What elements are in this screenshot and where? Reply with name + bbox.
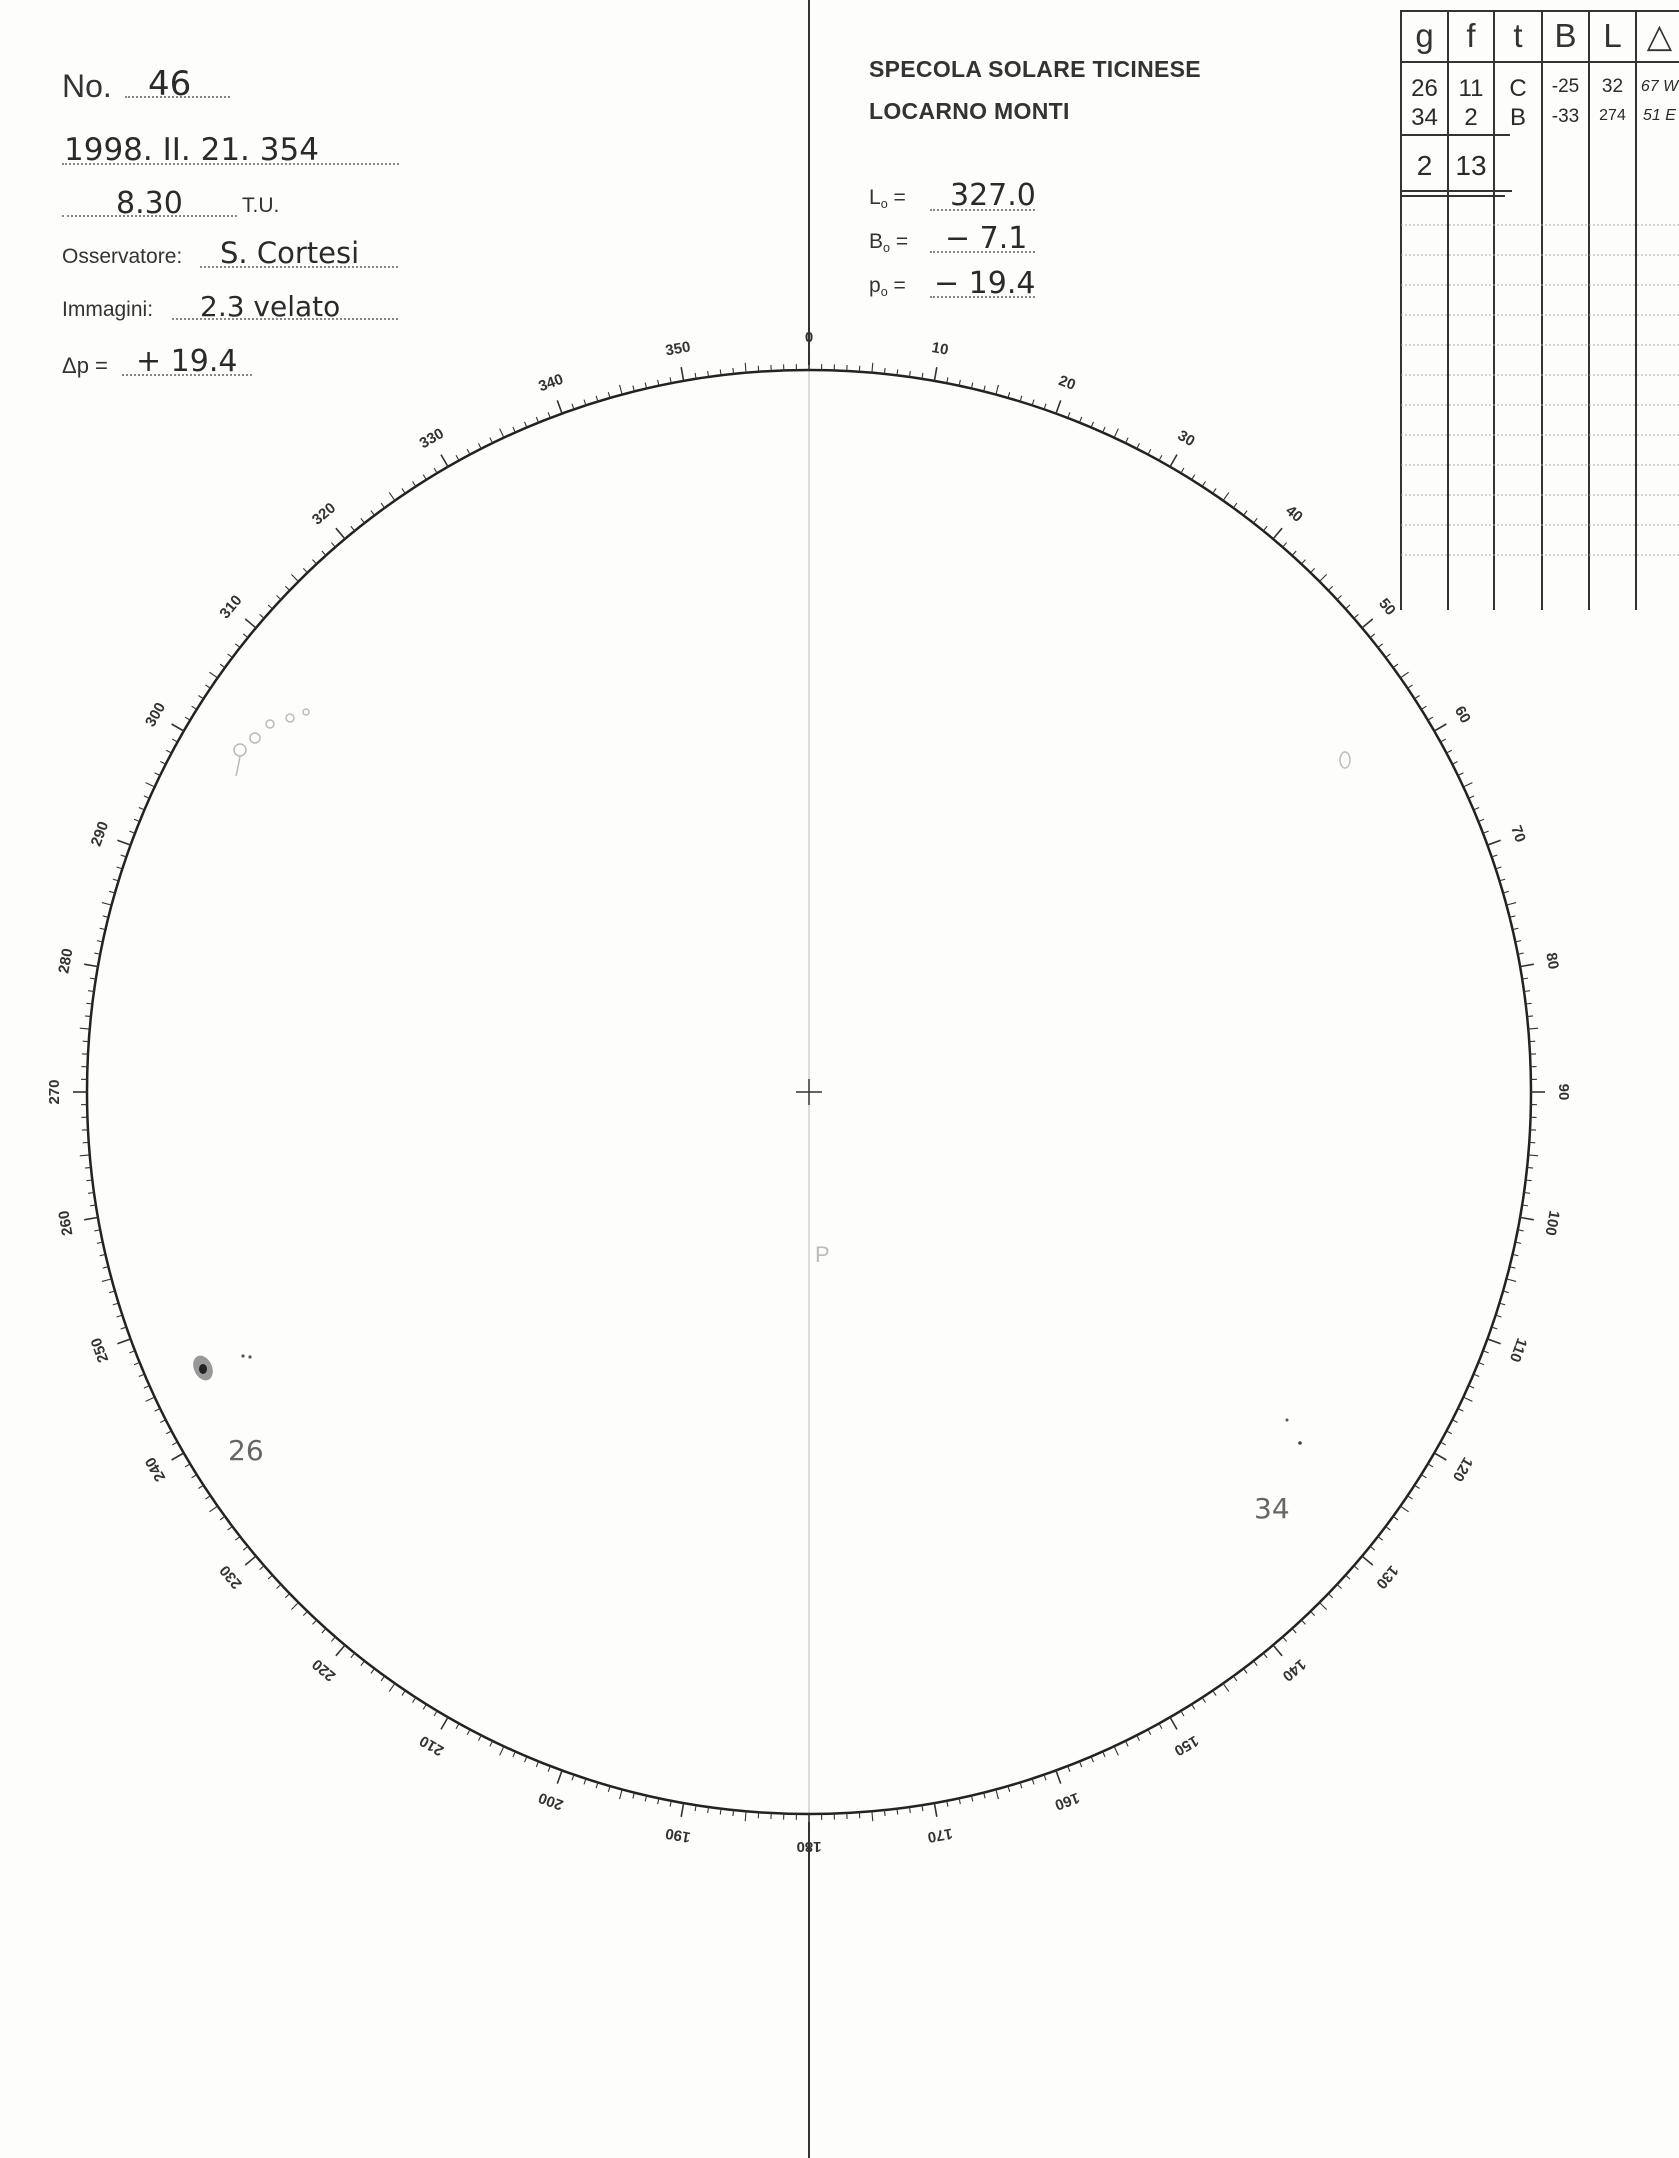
degree-tick bbox=[1446, 1431, 1451, 1434]
degree-label: 210 bbox=[416, 1731, 447, 1760]
table-cell: 32 bbox=[1601, 76, 1624, 97]
degree-tick bbox=[500, 1746, 504, 1755]
degree-tick bbox=[1263, 1653, 1267, 1658]
degree-tick bbox=[1056, 1770, 1061, 1783]
degree-tick bbox=[336, 528, 345, 539]
degree-tick bbox=[620, 385, 623, 395]
degree-tick bbox=[371, 1669, 375, 1674]
degree-tick bbox=[1202, 1698, 1205, 1703]
degree-tick bbox=[1458, 773, 1463, 776]
degree-tick bbox=[434, 468, 437, 473]
degree-tick bbox=[235, 1537, 240, 1541]
degree-tick bbox=[1159, 1723, 1162, 1728]
degree-label: 170 bbox=[926, 1824, 954, 1846]
degree-tick bbox=[1126, 1741, 1129, 1746]
group-label-26: 26 bbox=[228, 1434, 264, 1467]
degree-tick bbox=[934, 1803, 936, 1817]
degree-tick bbox=[1233, 503, 1237, 508]
degree-tick bbox=[733, 1810, 734, 1816]
degree-label: 280 bbox=[55, 947, 77, 975]
degree-tick bbox=[1311, 1611, 1315, 1615]
degree-tick bbox=[1159, 455, 1162, 460]
degree-tick bbox=[1311, 568, 1315, 572]
degree-tick bbox=[260, 614, 265, 618]
degree-tick bbox=[1428, 717, 1433, 720]
degree-tick bbox=[277, 596, 281, 600]
degree-tick bbox=[84, 964, 98, 966]
table-header-t: t bbox=[1513, 17, 1523, 54]
degree-tick bbox=[681, 367, 683, 381]
degree-tick bbox=[745, 1811, 746, 1821]
degree-label: 20 bbox=[1056, 372, 1078, 394]
degree-label: 290 bbox=[87, 819, 113, 849]
degree-label: 40 bbox=[1282, 502, 1306, 526]
degree-tick bbox=[235, 644, 240, 648]
table-cell: -33 bbox=[1551, 106, 1580, 127]
degree-tick bbox=[1440, 1442, 1445, 1445]
degree-tick bbox=[331, 543, 335, 548]
degree-tick bbox=[192, 706, 197, 709]
degree-tick bbox=[1192, 475, 1195, 480]
degree-tick bbox=[1254, 518, 1258, 523]
degree-label: 130 bbox=[1372, 1561, 1402, 1593]
degree-tick bbox=[1527, 1167, 1533, 1168]
number-value: 46 bbox=[148, 64, 192, 104]
degree-tick bbox=[1370, 1546, 1375, 1550]
degree-tick bbox=[1526, 1003, 1532, 1004]
degree-tick bbox=[413, 1698, 416, 1703]
degree-tick bbox=[1487, 1339, 1500, 1344]
degree-tick bbox=[336, 1645, 345, 1656]
table-cell: B bbox=[1509, 104, 1526, 131]
images-label: Immagini: bbox=[62, 298, 154, 321]
degree-label: 120 bbox=[1448, 1454, 1477, 1485]
table-cell: 274 bbox=[1599, 107, 1626, 124]
degree-tick bbox=[1386, 654, 1391, 658]
degree-tick bbox=[897, 1809, 898, 1815]
degree-tick bbox=[1337, 596, 1341, 600]
degree-tick bbox=[1283, 543, 1287, 548]
l0-label: $L_o$ = bbox=[869, 186, 906, 211]
degree-tick bbox=[1320, 1603, 1327, 1610]
p-marker: P bbox=[815, 1242, 830, 1267]
degree-tick bbox=[1528, 1028, 1538, 1029]
sunspot-small bbox=[241, 1354, 244, 1357]
degree-tick bbox=[1137, 1735, 1140, 1740]
degree-tick bbox=[1378, 1537, 1383, 1541]
degree-tick bbox=[733, 368, 734, 374]
degree-tick bbox=[268, 605, 272, 609]
degree-label: 180 bbox=[796, 1838, 822, 1856]
degree-label: 340 bbox=[536, 370, 566, 396]
degree-tick bbox=[185, 1464, 190, 1467]
facula-sketch bbox=[234, 709, 1350, 776]
degree-tick bbox=[1202, 481, 1205, 486]
degree-tick bbox=[102, 1279, 112, 1282]
table-cell: 2 bbox=[1464, 104, 1478, 131]
degree-tick bbox=[884, 1810, 885, 1816]
degree-tick bbox=[185, 717, 190, 720]
degree-tick bbox=[1213, 488, 1216, 493]
degree-tick bbox=[1346, 605, 1350, 609]
degree-tick bbox=[322, 1629, 326, 1633]
degree-tick bbox=[557, 1770, 562, 1783]
degree-label: 80 bbox=[1542, 951, 1562, 971]
degree-tick bbox=[1458, 1409, 1463, 1412]
degree-tick bbox=[1370, 634, 1375, 638]
degree-tick bbox=[313, 1620, 317, 1624]
degree-label: 150 bbox=[1171, 1731, 1202, 1760]
degree-tick bbox=[1114, 429, 1118, 438]
degree-tick bbox=[117, 840, 130, 845]
table-cell: 34 bbox=[1411, 104, 1438, 131]
degree-tick bbox=[1126, 438, 1129, 443]
degree-tick bbox=[1148, 1729, 1151, 1734]
degree-tick bbox=[166, 750, 171, 753]
degree-tick bbox=[166, 1431, 171, 1434]
degree-tick bbox=[260, 1566, 265, 1570]
degree-tick bbox=[434, 1711, 437, 1716]
degree-tick bbox=[1283, 1637, 1287, 1642]
table-header-delta: △ bbox=[1646, 17, 1673, 54]
degree-tick bbox=[1428, 1464, 1433, 1467]
degree-label: 70 bbox=[1507, 823, 1529, 845]
l0-value: 327.0 bbox=[950, 178, 1036, 213]
degree-tick bbox=[1170, 455, 1177, 467]
degree-tick bbox=[1463, 1397, 1472, 1401]
degree-tick bbox=[478, 443, 481, 448]
degree-label: 160 bbox=[1052, 1788, 1082, 1814]
degree-tick bbox=[80, 1028, 90, 1029]
sunspot-small bbox=[1298, 1441, 1302, 1445]
degree-tick bbox=[1463, 783, 1472, 787]
degree-tick bbox=[1506, 1279, 1516, 1282]
degree-tick bbox=[371, 511, 375, 516]
observatory-name: SPECOLA SOLARE TICINESE bbox=[869, 56, 1201, 82]
degree-tick bbox=[897, 369, 898, 375]
degree-tick bbox=[441, 455, 448, 467]
degree-label: 260 bbox=[55, 1209, 77, 1237]
time-unit: T.U. bbox=[242, 194, 280, 217]
table-header-b: B bbox=[1554, 17, 1577, 54]
degree-tick bbox=[1386, 1527, 1391, 1531]
sunspot-umbra bbox=[199, 1364, 207, 1374]
sunspot-small bbox=[248, 1355, 251, 1358]
observer-value: S. Cortesi bbox=[220, 236, 360, 270]
degree-tick bbox=[291, 574, 298, 581]
time-value: 8.30 bbox=[116, 186, 183, 221]
p0-value: − 19.4 bbox=[934, 266, 1036, 301]
degree-tick bbox=[351, 526, 355, 531]
degree-label: 100 bbox=[1541, 1209, 1563, 1237]
degree-tick bbox=[456, 455, 459, 460]
degree-tick bbox=[228, 1527, 233, 1531]
degree-tick bbox=[1354, 614, 1359, 618]
table-header-g: g bbox=[1415, 17, 1434, 54]
degree-tick bbox=[1440, 739, 1445, 742]
degree-tick bbox=[1337, 1584, 1341, 1588]
number-label: No. bbox=[62, 68, 112, 104]
degree-tick bbox=[1292, 551, 1296, 555]
degree-tick bbox=[198, 696, 203, 699]
degree-tick bbox=[313, 560, 317, 564]
degree-tick bbox=[1520, 964, 1534, 966]
degree-tick bbox=[1346, 1575, 1350, 1579]
degree-tick bbox=[1362, 1556, 1373, 1565]
degree-tick bbox=[172, 1453, 184, 1460]
table-cell: C bbox=[1509, 75, 1527, 102]
degree-tick bbox=[1244, 511, 1248, 516]
degree-tick bbox=[1244, 1669, 1248, 1674]
degree-tick bbox=[456, 1723, 459, 1728]
degree-tick bbox=[1170, 1717, 1177, 1729]
degree-tick bbox=[402, 1691, 405, 1696]
degree-tick bbox=[490, 1741, 493, 1746]
degree-tick bbox=[934, 367, 936, 381]
degree-tick bbox=[146, 783, 155, 787]
degree-tick bbox=[1213, 1691, 1216, 1696]
degree-tick bbox=[160, 1420, 165, 1423]
degree-label: 220 bbox=[308, 1655, 340, 1685]
degree-tick bbox=[1254, 1661, 1258, 1666]
table-header-f: f bbox=[1466, 17, 1476, 54]
degree-tick bbox=[557, 400, 562, 413]
degree-tick bbox=[1301, 560, 1305, 564]
degree-tick bbox=[381, 1676, 385, 1681]
degree-tick bbox=[1452, 761, 1457, 764]
degree-tick bbox=[872, 363, 873, 373]
degree-tick bbox=[209, 672, 217, 678]
table-header-l: L bbox=[1603, 17, 1622, 54]
degree-tick bbox=[205, 1496, 210, 1499]
degree-tick bbox=[1233, 1676, 1237, 1681]
date-value: 1998. II. 21. 354 bbox=[64, 132, 319, 168]
degree-tick bbox=[1434, 1453, 1446, 1460]
degree-label: 190 bbox=[664, 1824, 692, 1846]
delta-p-label: Δp = bbox=[62, 353, 108, 378]
degree-tick bbox=[1408, 1496, 1413, 1499]
degree-tick bbox=[172, 724, 184, 731]
degree-tick bbox=[86, 1180, 92, 1181]
degree-label: 270 bbox=[45, 1079, 63, 1105]
degree-tick bbox=[1056, 400, 1061, 413]
p0-label: $p_o$ = bbox=[869, 274, 906, 299]
degree-tick bbox=[1452, 1420, 1457, 1423]
degree-tick bbox=[1114, 1746, 1118, 1755]
degree-tick bbox=[402, 488, 405, 493]
degree-tick bbox=[1400, 672, 1408, 678]
degree-tick bbox=[1223, 492, 1229, 500]
degree-tick bbox=[291, 1603, 298, 1610]
degree-tick bbox=[209, 1506, 217, 1512]
degree-tick bbox=[1487, 840, 1500, 845]
degree-tick bbox=[172, 739, 177, 742]
degree-tick bbox=[85, 1167, 91, 1168]
degree-label: 240 bbox=[141, 1454, 170, 1485]
degree-tick bbox=[1421, 1475, 1426, 1478]
degree-tick bbox=[220, 1516, 225, 1520]
degree-tick bbox=[1446, 750, 1451, 753]
degree-label: 0 bbox=[804, 328, 814, 346]
degree-tick bbox=[1526, 1180, 1532, 1181]
degree-tick bbox=[467, 1729, 470, 1734]
degree-label: 30 bbox=[1174, 427, 1198, 451]
degree-tick bbox=[303, 1611, 307, 1615]
degree-tick bbox=[268, 1575, 272, 1579]
degree-tick bbox=[423, 1704, 426, 1709]
degree-tick bbox=[322, 551, 326, 555]
degree-tick bbox=[467, 449, 470, 454]
degree-tick bbox=[1273, 528, 1282, 539]
degree-label: 330 bbox=[416, 424, 447, 453]
degree-tick bbox=[389, 492, 395, 500]
degree-tick bbox=[1273, 1645, 1282, 1656]
degree-label: 300 bbox=[141, 699, 170, 730]
degree-label: 60 bbox=[1450, 703, 1474, 727]
degree-tick bbox=[1328, 1594, 1332, 1598]
degree-tick bbox=[245, 619, 256, 628]
degree-label: 230 bbox=[216, 1561, 246, 1593]
degree-tick bbox=[1192, 1704, 1195, 1709]
degree-tick bbox=[996, 1789, 999, 1799]
degree-tick bbox=[884, 368, 885, 374]
degree-label: 200 bbox=[536, 1788, 566, 1814]
degree-tick bbox=[1520, 1217, 1534, 1219]
degree-tick bbox=[1137, 443, 1140, 448]
table-total: 2 bbox=[1416, 150, 1433, 181]
degree-tick bbox=[1528, 1155, 1538, 1156]
observation-table bbox=[1400, 10, 1679, 610]
degree-label: 110 bbox=[1505, 1335, 1531, 1365]
degree-tick bbox=[1393, 1516, 1398, 1520]
degree-tick bbox=[1378, 644, 1383, 648]
degree-tick bbox=[490, 438, 493, 443]
degree-tick bbox=[192, 1475, 197, 1478]
b0-label: $B_o$ = bbox=[869, 230, 909, 255]
degree-tick bbox=[220, 664, 225, 668]
degree-tick bbox=[351, 1653, 355, 1658]
degree-tick bbox=[1421, 706, 1426, 709]
degree-tick bbox=[285, 1594, 289, 1598]
degree-tick bbox=[160, 761, 165, 764]
degree-tick bbox=[478, 1735, 481, 1740]
degree-tick bbox=[381, 503, 385, 508]
degree-tick bbox=[285, 586, 289, 590]
degree-tick bbox=[1320, 574, 1327, 581]
degree-tick bbox=[1415, 1485, 1420, 1488]
images-value: 2.3 velato bbox=[200, 290, 341, 323]
degree-tick bbox=[720, 1809, 721, 1815]
degree-tick bbox=[1328, 586, 1332, 590]
sunspot-small bbox=[1286, 1419, 1289, 1422]
degree-tick bbox=[205, 685, 210, 688]
table-cell: 67 W bbox=[1640, 78, 1679, 95]
degree-tick bbox=[1292, 1629, 1296, 1633]
observatory-location: LOCARNO MONTI bbox=[869, 98, 1070, 124]
degree-label: 310 bbox=[216, 591, 246, 623]
degree-tick bbox=[720, 369, 721, 375]
group-label-34: 34 bbox=[1254, 1492, 1290, 1525]
degree-tick bbox=[1434, 724, 1446, 731]
degree-label: 140 bbox=[1278, 1655, 1310, 1685]
degree-tick bbox=[243, 1546, 248, 1550]
degree-tick bbox=[1506, 903, 1516, 906]
degree-tick bbox=[1181, 468, 1184, 473]
degree-tick bbox=[996, 385, 999, 395]
degree-tick bbox=[303, 568, 307, 572]
degree-tick bbox=[277, 1584, 281, 1588]
degree-tick bbox=[620, 1789, 623, 1799]
degree-tick bbox=[681, 1803, 683, 1817]
observer-label: Osservatore: bbox=[62, 245, 183, 268]
table-cell: 26 bbox=[1411, 75, 1438, 102]
degree-tick bbox=[245, 1556, 256, 1565]
degree-tick bbox=[1301, 1620, 1305, 1624]
degree-tick bbox=[80, 1155, 90, 1156]
degree-tick bbox=[1223, 1683, 1229, 1691]
degree-tick bbox=[441, 1717, 448, 1729]
degree-tick bbox=[102, 903, 112, 906]
table-total: 13 bbox=[1455, 150, 1487, 181]
degree-tick bbox=[500, 429, 504, 438]
table-cell: 51 E bbox=[1643, 107, 1676, 124]
degree-tick bbox=[1263, 526, 1267, 531]
degree-tick bbox=[1148, 449, 1151, 454]
degree-tick bbox=[155, 1409, 160, 1412]
degree-tick bbox=[1400, 1506, 1408, 1512]
degree-tick bbox=[117, 1339, 130, 1344]
degree-tick bbox=[146, 1397, 155, 1401]
degree-tick bbox=[1408, 685, 1413, 688]
degree-label: 90 bbox=[1555, 1083, 1573, 1101]
degree-tick bbox=[1415, 696, 1420, 699]
degree-tick bbox=[172, 1442, 177, 1445]
degree-tick bbox=[413, 481, 416, 486]
b0-value: − 7.1 bbox=[945, 221, 1028, 256]
degree-tick bbox=[1354, 1566, 1359, 1570]
degree-tick bbox=[745, 363, 746, 373]
degree-tick bbox=[1393, 664, 1398, 668]
degree-tick bbox=[1362, 619, 1373, 628]
degree-tick bbox=[423, 475, 426, 480]
degree-label: 50 bbox=[1375, 595, 1399, 619]
degree-tick bbox=[198, 1485, 203, 1488]
degree-tick bbox=[1527, 1016, 1533, 1017]
table-cell: -25 bbox=[1551, 76, 1580, 97]
table-cell: 11 bbox=[1458, 75, 1484, 102]
degree-tick bbox=[85, 1016, 91, 1017]
degree-tick bbox=[84, 1217, 98, 1219]
degree-tick bbox=[228, 654, 233, 658]
degree-label: 250 bbox=[87, 1335, 113, 1365]
degree-tick bbox=[155, 773, 160, 776]
degree-tick bbox=[872, 1811, 873, 1821]
degree-label: 10 bbox=[930, 339, 950, 359]
degree-tick bbox=[86, 1003, 92, 1004]
degree-tick bbox=[389, 1683, 395, 1691]
degree-tick bbox=[361, 518, 365, 523]
delta-p-value: + 19.4 bbox=[136, 344, 238, 379]
degree-tick bbox=[361, 1661, 365, 1666]
degree-label: 320 bbox=[308, 499, 340, 529]
degree-tick bbox=[331, 1637, 335, 1642]
degree-tick bbox=[1181, 1711, 1184, 1716]
degree-tick bbox=[243, 634, 248, 638]
degree-label: 350 bbox=[664, 338, 692, 360]
